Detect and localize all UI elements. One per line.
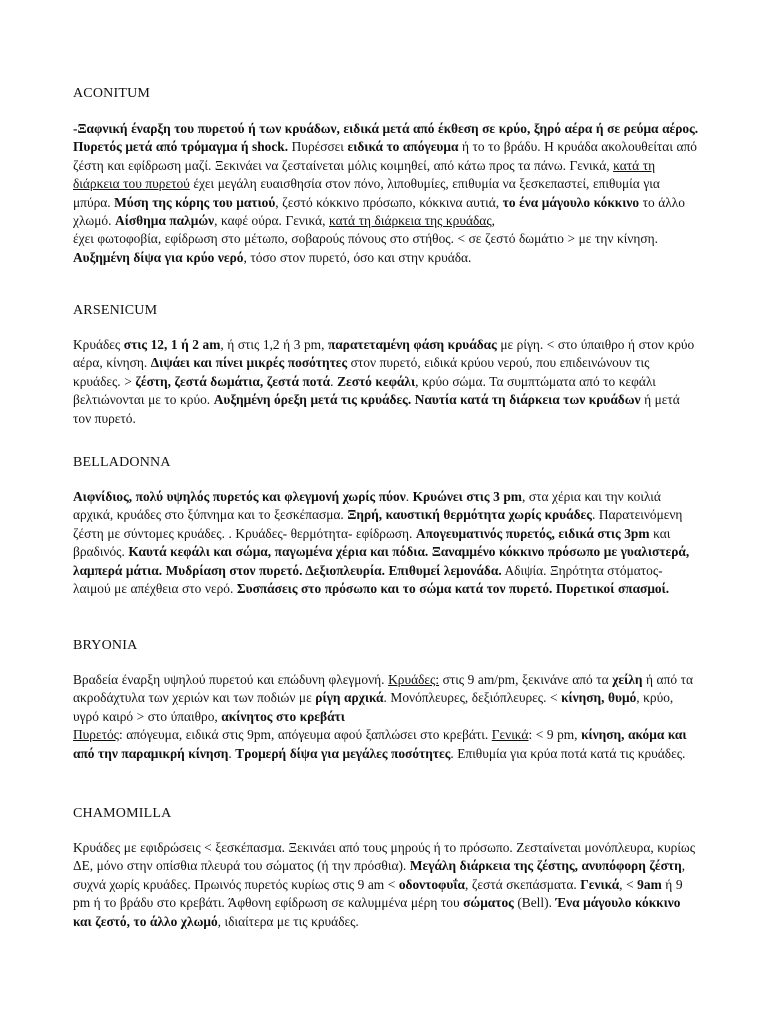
bold-text-run: Απογευματινός πυρετός, ειδικά στις 3pm	[415, 525, 650, 541]
bold-text-run: στις 12, 1 ή 2 am	[123, 337, 221, 352]
bold-text-run: Κρυώνει στις 3 pm	[412, 489, 522, 504]
bold-text-run: ειδικά το απόγευμα	[347, 139, 459, 155]
bold-text-run: Ένα μάγουλο κόκκινο και ζεστό, το άλλο χλωμό	[73, 895, 681, 929]
bold-text-run: Διψάει και πίνει μικρές ποσότητες	[150, 355, 348, 371]
text-run: με ρίγη. < στο ύπαιθρο ή στον κρύο αέρα, κίνηση.	[73, 337, 695, 371]
section-bryonia	[73, 637, 699, 763]
text-run: Βραδεία έναρξη υψηλού πυρετού και επώδυνη φλεγμονή.	[73, 672, 389, 687]
text-run: ,	[491, 213, 495, 229]
underlined-text-run: Γενικά	[491, 727, 529, 743]
bold-text-run: Τρομερή δίψα για μεγάλες ποσότητες	[235, 745, 451, 761]
bold-text-run: Ξηρή, καυστική θερμότητα χωρίς κρυάδες	[347, 507, 592, 523]
text-run: , καφέ ούρα. Γενικά,	[214, 213, 330, 229]
bold-text-run: ζέστη, ζεστά δωμάτια, ζεστά ποτά	[135, 373, 331, 389]
text-run: έχει μεγάλη ευαισθησία στον πόνο, λιποθυμίες, επιθυμία να ξεσκεπαστεί, επιθυμία για μπύρα.	[73, 176, 660, 210]
text-run: .	[405, 489, 413, 504]
text-run: , τόσο στον πυρετό, όσο και στην κρυάδα.	[243, 249, 472, 265]
text-run: Κρυάδες	[73, 337, 124, 352]
section-chamomilla	[73, 805, 699, 931]
text-run: , ζεστά σκεπάσματα.	[464, 876, 581, 892]
underlined-text-run: κατά τη διάρκεια της κρυάδας	[329, 213, 492, 229]
bold-text-run: -Ξαφνική έναρξη του πυρετού ή των κρυάδων, ειδικά μετά από έκθεση σε κρύο, ξηρό αέρα ή σε ρεύμα αέρος. Πυρετός μετά από τρόμαγμα ή shock.	[73, 121, 699, 155]
bold-text-run: Μύση της κόρης του ματιού	[114, 194, 276, 210]
bold-text-run: χείλη	[612, 672, 643, 687]
text-run: ή μετά τον πυρετό.	[73, 392, 680, 426]
text-run: ή το το βράδυ. Η κρυάδα ακολουθείται από ζέστη και εφίδρωση μαζί. Ξεκινάει να ζεσταίνεται μόλις κοιμηθεί, από κάτω προς τα πάνω. Γενικά,	[73, 139, 697, 173]
bold-text-run: Καυτά κεφάλι και σώμα, παγωμένα χέρια και πόδια. Ξαναμμένο κόκκινο πρόσωπο με γυαλιστερά, λαμπερά μάτια. Μυδρίαση στον πυρετό. Δεξιοπλευρία. Επιθυμεί λεμονάδα.	[73, 544, 690, 578]
section-aconitum	[73, 85, 699, 267]
text-run: στον πυρετό, ειδικά κρύου νερού, που επιδεινώνουν τις κρυάδες. >	[73, 355, 650, 389]
text-run: ή από τα ακροδάχτυλα των χεριών και των ποδιών με	[73, 672, 693, 706]
text-run: , κρύο, υγρό καιρό > στο ύπαιθρο,	[73, 690, 674, 724]
underlined-text-run: Κρυάδες:	[388, 672, 440, 687]
underlined-text-run: κατά τη διάρκεια του πυρετού	[73, 157, 656, 192]
underlined-text-run: Πυρετός	[73, 727, 119, 743]
section-arsenicum	[73, 302, 699, 428]
text-run: ή 9 pm ή το βράδυ στο κρεβάτι. Άφθονη εφίδρωση σε καλυμμένα μέρη του	[73, 876, 683, 911]
bold-text-run: κίνηση, θυμό	[561, 690, 637, 706]
section-belladonna	[73, 454, 699, 598]
section-paragraph	[73, 336, 699, 428]
bold-text-run: σώματος	[463, 895, 514, 911]
section-paragraph	[73, 671, 699, 763]
section-heading: BRYONIA	[73, 638, 138, 653]
bold-text-run: Αίσθημα παλμών	[115, 213, 215, 229]
bold-text-run: το ένα μάγουλο κόκκινο	[502, 194, 640, 210]
bold-text-run: παρατεταμένη φάση κρυάδας	[327, 337, 497, 352]
bold-text-run: Μεγάλη διάρκεια της ζέστης, ανυπόφορη ζέστη	[409, 858, 682, 874]
section-heading: CHAMOMILLA	[73, 806, 172, 821]
bold-text-run: Αυξημένη όρεξη μετά τις κρυάδες. Ναυτία κατά τη διάρκεια των κρυάδων	[213, 392, 641, 408]
text-run: (Bell).	[513, 895, 556, 911]
bold-text-run: οδοντοφυΐα	[398, 876, 465, 892]
text-run: : απόγευμα, ειδικά στις 9pm, απόγευμα αφού ξαπλώσει στο κρεβάτι.	[119, 727, 492, 743]
text-run: , συχνά χωρίς κρυάδες. Πρωινός πυρετός κυρίως στις 9 am <	[73, 858, 686, 892]
text-run: . Μονόπλευρες, δεξιόπλευρες. <	[383, 690, 562, 706]
text-run: , <	[619, 876, 638, 892]
text-run: .	[228, 745, 236, 761]
text-run: , ιδιαίτερα με τις κρυάδες.	[217, 913, 359, 929]
bold-text-run: ακίνητος στο κρεβάτι	[221, 708, 345, 724]
text-run: έχει φωτοφοβία, εφίδρωση στο μέτωπο, σοβαρούς πόνους στο στήθος. < σε ζεστό δωμάτιο > με την κίνηση.	[73, 231, 658, 247]
text-run: , στα χέρια και την κοιλιά αρχικά, κρυάδες στο ξύπνημα και το ξεσκέπασμα.	[73, 489, 661, 523]
section-paragraph	[73, 488, 699, 598]
text-run: Αδιψία. Ξηρότητα στόματος- λαιμού με απέχθεια στο νερό.	[73, 562, 663, 597]
text-run: , ή στις 1,2 ή 3 pm,	[220, 337, 328, 352]
bold-text-run: κίνηση, ακόμα και από την παραμικρή κίνηση	[73, 727, 687, 761]
text-run: το άλλο χλωμό.	[73, 194, 685, 229]
text-run: Κρυάδες με εφιδρώσεις < ξεσκέπασμα. Ξεκινάει από τους μηρούς ή το πρόσωπο. Ζεσταίνεται μονόπλευρα, κυρίως ΔΕ, μόνο στην οπίσθια πλευρά του σώματος (ή την πρόσθια).	[73, 840, 696, 874]
bold-text-run: ρίγη αρχικά	[315, 690, 384, 706]
section-heading: ARSENICUM	[73, 303, 158, 318]
text-run: , ζεστό κόκκινο πρόσωπο, κόκκινα αυτιά,	[275, 194, 503, 210]
section-paragraph	[73, 120, 699, 267]
text-run: . Παρατεινόμενη ζέστη με σύντομες κρυάδες. . Κρυάδες- θερμότητα- εφίδρωση.	[73, 507, 683, 541]
text-run: .	[330, 373, 338, 389]
text-run: : < 9 pm,	[528, 727, 582, 743]
text-run: στις 9 am/pm, ξεκινάνε από τα	[439, 672, 613, 687]
bold-text-run: Αυξημένη δίψα για κρύο νερό	[73, 249, 244, 265]
text-run: και βραδινός.	[73, 525, 671, 560]
bold-text-run: Συσπάσεις στο πρόσωπο και το σώμα κατά τον πυρετό. Πυρετικοί σπασμοί.	[236, 581, 670, 597]
text-run: . Επιθυμία για κρύα ποτά κατά τις κρυάδες.	[450, 745, 686, 761]
bold-text-run: Αιφνίδιος, πολύ υψηλός πυρετός και φλεγμονή χωρίς πύον	[73, 489, 406, 504]
bold-text-run: 9am	[637, 876, 662, 892]
section-heading: BELLADONNA	[73, 455, 171, 470]
bold-text-run: Ζεστό κεφάλι	[337, 373, 416, 389]
section-paragraph	[73, 839, 699, 931]
section-heading: ACONITUM	[73, 86, 151, 101]
text-run: , κρύο σώμα. Τα συμπτώματα από το κεφάλι βελτιώνονται με το κρύο.	[73, 373, 656, 408]
text-run: Πυρέσσει	[288, 139, 348, 155]
bold-text-run: Γενικά	[580, 876, 620, 892]
